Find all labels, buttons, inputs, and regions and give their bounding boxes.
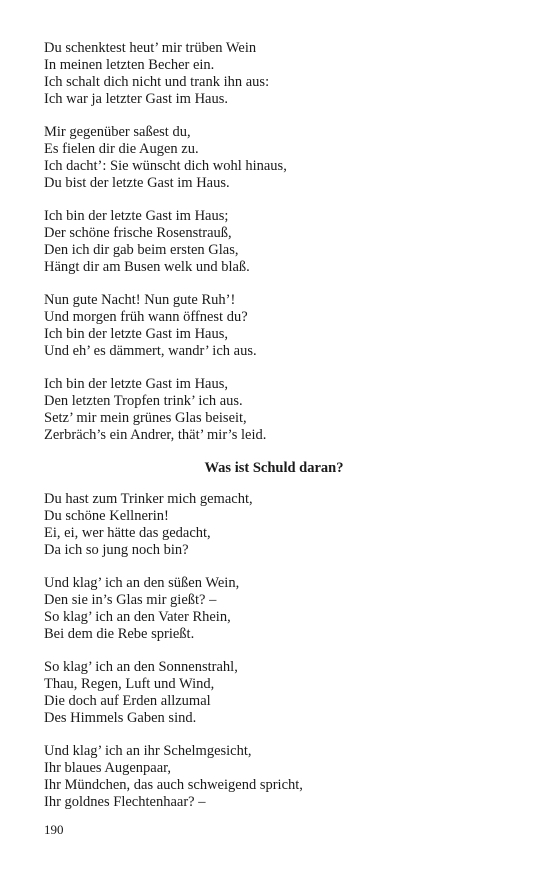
verse-line: So klag’ ich an den Sonnenstrahl, xyxy=(44,659,238,675)
poem2-stanza-1 xyxy=(44,491,504,559)
verse-line: Und eh’ es dämmert, wandr’ ich aus. xyxy=(44,343,257,359)
verse-line: Du hast zum Trinker mich gemacht, xyxy=(44,491,253,507)
page-content xyxy=(44,40,504,827)
verse-line: Den letzten Tropfen trink’ ich aus. xyxy=(44,393,243,409)
verse-line: Und morgen früh wann öffnest du? xyxy=(44,309,248,325)
verse-line: Du schenktest heut’ mir trüben Wein xyxy=(44,40,257,56)
verse-line: Hängt dir am Busen welk und blaß. xyxy=(44,259,250,275)
verse-line: Du bist der letzte Gast im Haus. xyxy=(44,175,230,191)
verse-line: Der schöne frische Rosenstrauß, xyxy=(44,225,232,241)
verse-line: Und klag’ ich an ihr Schelmgesicht, xyxy=(44,743,252,759)
poem2-stanza-4 xyxy=(44,743,504,811)
verse-line: Ei, ei, wer hätte das gedacht, xyxy=(44,525,211,541)
poem2-stanza-2 xyxy=(44,575,504,643)
verse-line: Es fielen dir die Augen zu. xyxy=(44,141,199,157)
poem-title: Was ist Schuld daran? xyxy=(204,460,344,476)
poem1-stanza-3 xyxy=(44,208,504,276)
verse-line: Setz’ mir mein grünes Glas beiseit, xyxy=(44,410,247,426)
verse-line: Bei dem die Rebe sprießt. xyxy=(44,626,195,642)
verse-line: Du schöne Kellnerin! xyxy=(44,508,169,524)
verse-line: Thau, Regen, Luft und Wind, xyxy=(44,676,215,692)
verse-line: Den ich dir gab beim ersten Glas, xyxy=(44,242,239,258)
poem1-stanza-2 xyxy=(44,124,504,192)
verse-line: Ich bin der letzte Gast im Haus; xyxy=(44,208,229,224)
verse-line: Ich dacht’: Sie wünscht dich wohl hinaus, xyxy=(44,158,287,174)
verse-line: Da ich so jung noch bin? xyxy=(44,542,189,558)
verse-line: Die doch auf Erden allzumal xyxy=(44,693,211,709)
verse-line: Ich bin der letzte Gast im Haus, xyxy=(44,326,229,342)
verse-line: In meinen letzten Becher ein. xyxy=(44,57,215,73)
page-number: 190 xyxy=(44,822,64,837)
poem1-stanza-5 xyxy=(44,376,504,444)
verse-line: Zerbräch’s ein Andrer, thät’ mir’s leid. xyxy=(44,427,267,443)
verse-line: Den sie in’s Glas mir gießt? – xyxy=(44,592,217,608)
verse-line: Ich war ja letzter Gast im Haus. xyxy=(44,91,228,107)
poem1-stanza-4 xyxy=(44,292,504,360)
verse-line: Und klag’ ich an den süßen Wein, xyxy=(44,575,240,591)
verse-line: Ihr blaues Augenpaar, xyxy=(44,760,172,776)
verse-line: Ihr Mündchen, das auch schweigend spricht, xyxy=(44,777,303,793)
verse-line: Nun gute Nacht! Nun gute Ruh’! xyxy=(44,292,236,308)
verse-line: Des Himmels Gaben sind. xyxy=(44,710,197,726)
poem1-stanza-1 xyxy=(44,40,504,108)
verse-line: Ich schalt dich nicht und trank ihn aus: xyxy=(44,74,270,90)
verse-line: Mir gegenüber saßest du, xyxy=(44,124,191,140)
poem2-stanza-3 xyxy=(44,659,504,727)
verse-line: So klag’ ich an den Vater Rhein, xyxy=(44,609,231,625)
verse-line: Ihr goldnes Flechtenhaar? – xyxy=(44,794,206,810)
verse-line: Ich bin der letzte Gast im Haus, xyxy=(44,376,229,392)
